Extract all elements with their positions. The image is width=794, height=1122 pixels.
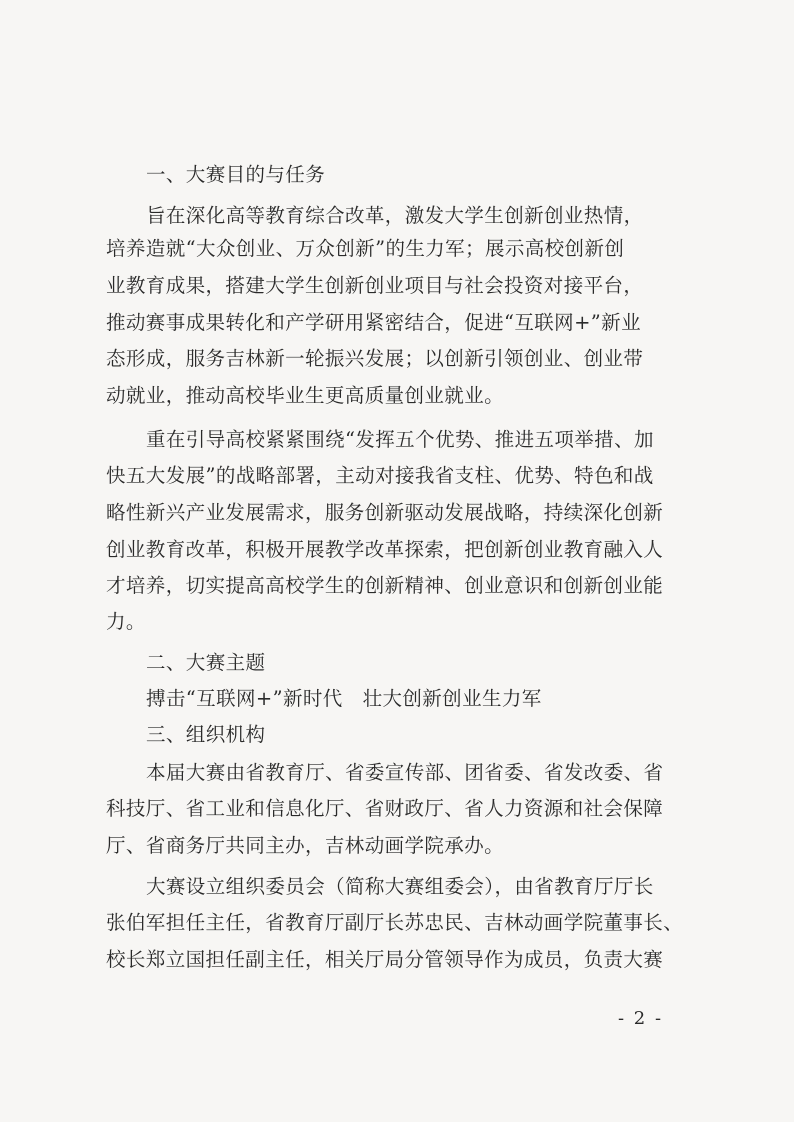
section-heading-3: 三、组织机构: [146, 723, 266, 746]
paragraph-line: 创业教育改革，积极开展教学改革探索，把创新创业教育融入人: [106, 538, 664, 561]
paragraph-line: 大赛设立组织委员会（简称大赛组委会），由省教育厅厅长: [146, 875, 654, 898]
paragraph-line: 科技厅、省工业和信息化厅、省财政厅、省人力资源和社会保障: [106, 797, 664, 820]
paragraph-line: 重在引导高校紧紧围绕“发挥五个优势、推进五项举措、加: [146, 428, 654, 451]
paragraph-line: 培养造就“大众创业、万众创新”的生力军；展示高校创新创: [106, 237, 625, 260]
paragraph-line: 略性新兴产业发展需求，服务创新驱动发展战略，持续深化创新: [106, 501, 664, 524]
paragraph-line: 业教育成果，搭建大学生创新创业项目与社会投资对接平台，: [106, 274, 644, 297]
paragraph-line: 张伯军担任主任，省教育厅副厅长苏忠民、吉林动画学院董事长、: [106, 911, 684, 934]
page-number: - 2 -: [618, 1008, 664, 1029]
paragraph-line: 推动赛事成果转化和产学研用紧密结合，促进“互联网+”新业: [106, 311, 641, 334]
paragraph-line: 态形成，服务吉林新一轮振兴发展；以创新引领创业、创业带: [106, 347, 644, 370]
paragraph-line: 本届大赛由省教育厅、省委宣传部、团省委、省发改委、省: [146, 761, 664, 784]
section-heading-1: 一、大赛目的与任务: [146, 163, 326, 186]
paragraph-line: 动就业，推动高校毕业生更高质量创业就业。: [106, 384, 505, 407]
paragraph-line: 快五大发展”的战略部署，主动对接我省支柱、优势、特色和战: [106, 464, 654, 487]
section-heading-2: 二、大赛主题: [146, 651, 266, 674]
paragraph-line: 才培养，切实提高高校学生的创新精神、创业意识和创新创业能: [106, 574, 664, 597]
theme-line: 搏击“互联网+”新时代 壮大创新创业生力军: [146, 687, 542, 710]
paragraph-line: 厅、省商务厅共同主办，吉林动画学院承办。: [106, 834, 505, 857]
paragraph-line: 校长郑立国担任副主任，相关厅局分管领导作为成员，负责大赛: [106, 948, 664, 971]
paragraph-line: 力。: [106, 610, 146, 633]
paragraph-line: 旨在深化高等教育综合改革，激发大学生创新创业热情，: [146, 204, 644, 227]
